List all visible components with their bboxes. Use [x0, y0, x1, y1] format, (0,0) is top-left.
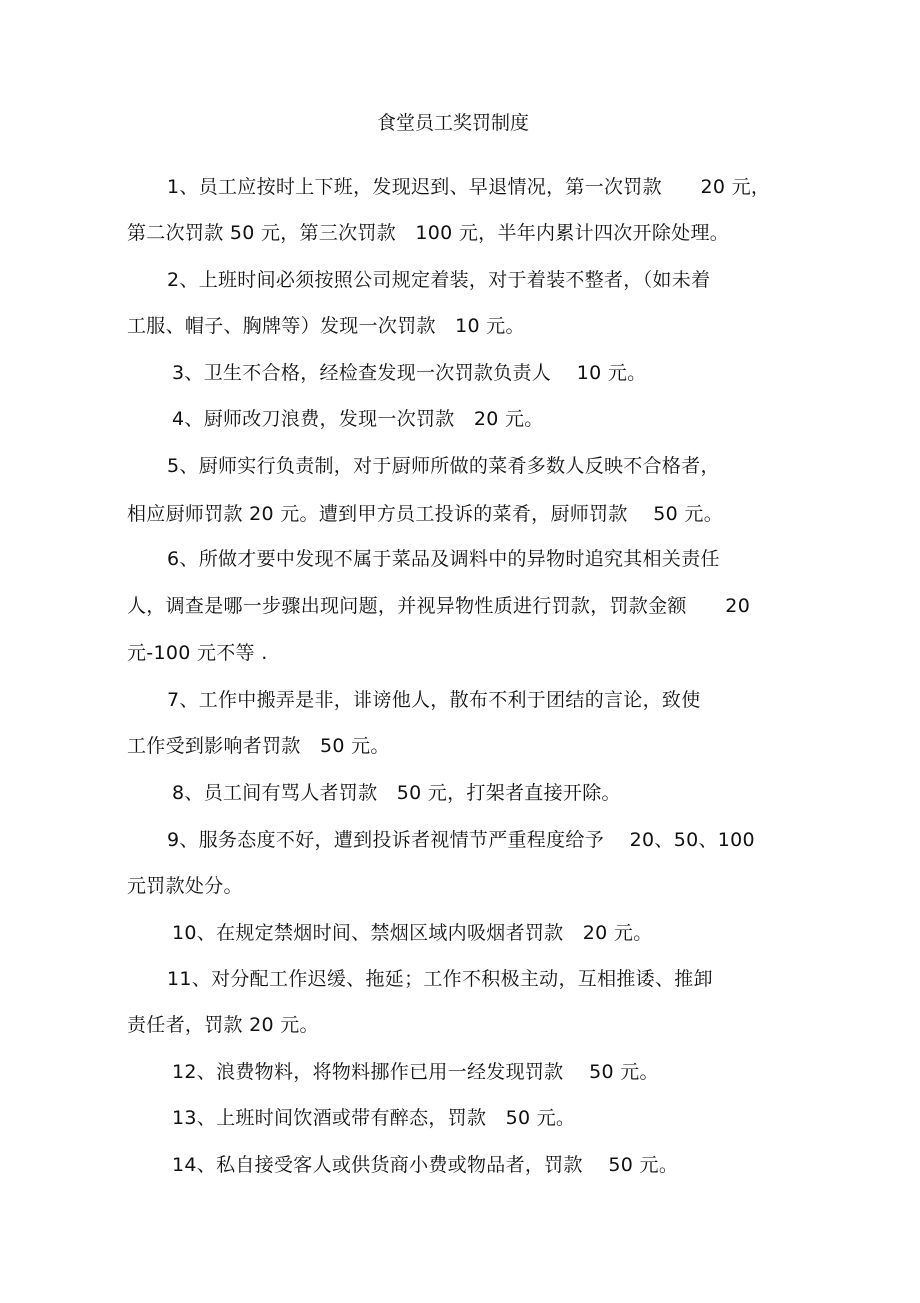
- rule-1-line-1: 1、员工应按时上下班，发现迟到、早退情况，第一次罚款 20 元，: [167, 176, 771, 198]
- rule-5-line-2: 相应厨师罚款 20 元。遭到甲方员工投诉的菜肴，厨师罚款 50 元。: [127, 503, 724, 525]
- rule-13: 13、上班时间饮酒或带有醉态，罚款 50 元。: [172, 1107, 576, 1129]
- document-title: 食堂员工奖罚制度: [376, 112, 529, 134]
- rule-9-line-2: 元罚款处分。: [127, 875, 243, 897]
- rule-11-line-1: 11、对分配工作迟缓、拖延；工作不积极主动，互相推诿、推卸: [167, 968, 713, 990]
- rule-6-line-3: 元-100 元不等 .: [127, 642, 268, 664]
- rule-6-line-1: 6、所做才要中发现不属于菜品及调料中的异物时追究其相关责任: [167, 548, 720, 570]
- rule-7-line-2: 工作受到影响者罚款 50 元。: [127, 735, 390, 757]
- rule-11-line-2: 责任者，罚款 20 元。: [127, 1014, 319, 1036]
- rule-9-line-1: 9、服务态度不好，遭到投诉者视情节严重程度给予 20、50、100: [167, 829, 755, 851]
- rule-12: 12、浪费物料，将物料挪作已用一经发现罚款 50 元。: [172, 1061, 659, 1083]
- rule-10: 10、在规定禁烟时间、禁烟区域内吸烟者罚款 20 元。: [172, 922, 653, 944]
- rule-1-line-2: 第二次罚款 50 元，第三次罚款 100 元，半年内累计四次开除处理。: [127, 222, 730, 244]
- rule-4: 4、厨师改刀浪费，发现一次罚款 20 元。: [172, 408, 544, 430]
- rule-2-line-1: 2、上班时间必须按照公司规定着装，对于着装不整者，（如未着: [167, 269, 711, 291]
- rule-6-line-2: 人，调查是哪一步骤出现问题，并视异物性质进行罚款，罚款金额 20: [127, 595, 751, 617]
- rule-14: 14、私自接受客人或供货商小费或物品者，罚款 50 元。: [172, 1154, 679, 1176]
- rule-2-line-2: 工服、帽子、胸牌等）发现一次罚款 10 元。: [127, 315, 525, 337]
- rule-5-line-1: 5、厨师实行负责制，对于厨师所做的菜肴多数人反映不合格者，: [167, 455, 720, 477]
- rule-7-line-1: 7、工作中搬弄是非，诽谤他人，散布不利于团结的言论，致使: [167, 689, 701, 711]
- rule-8: 8、员工间有骂人者罚款 50 元，打架者直接开除。: [172, 782, 621, 804]
- rule-3: 3、卫生不合格，经检查发现一次罚款负责人 10 元。: [172, 362, 647, 384]
